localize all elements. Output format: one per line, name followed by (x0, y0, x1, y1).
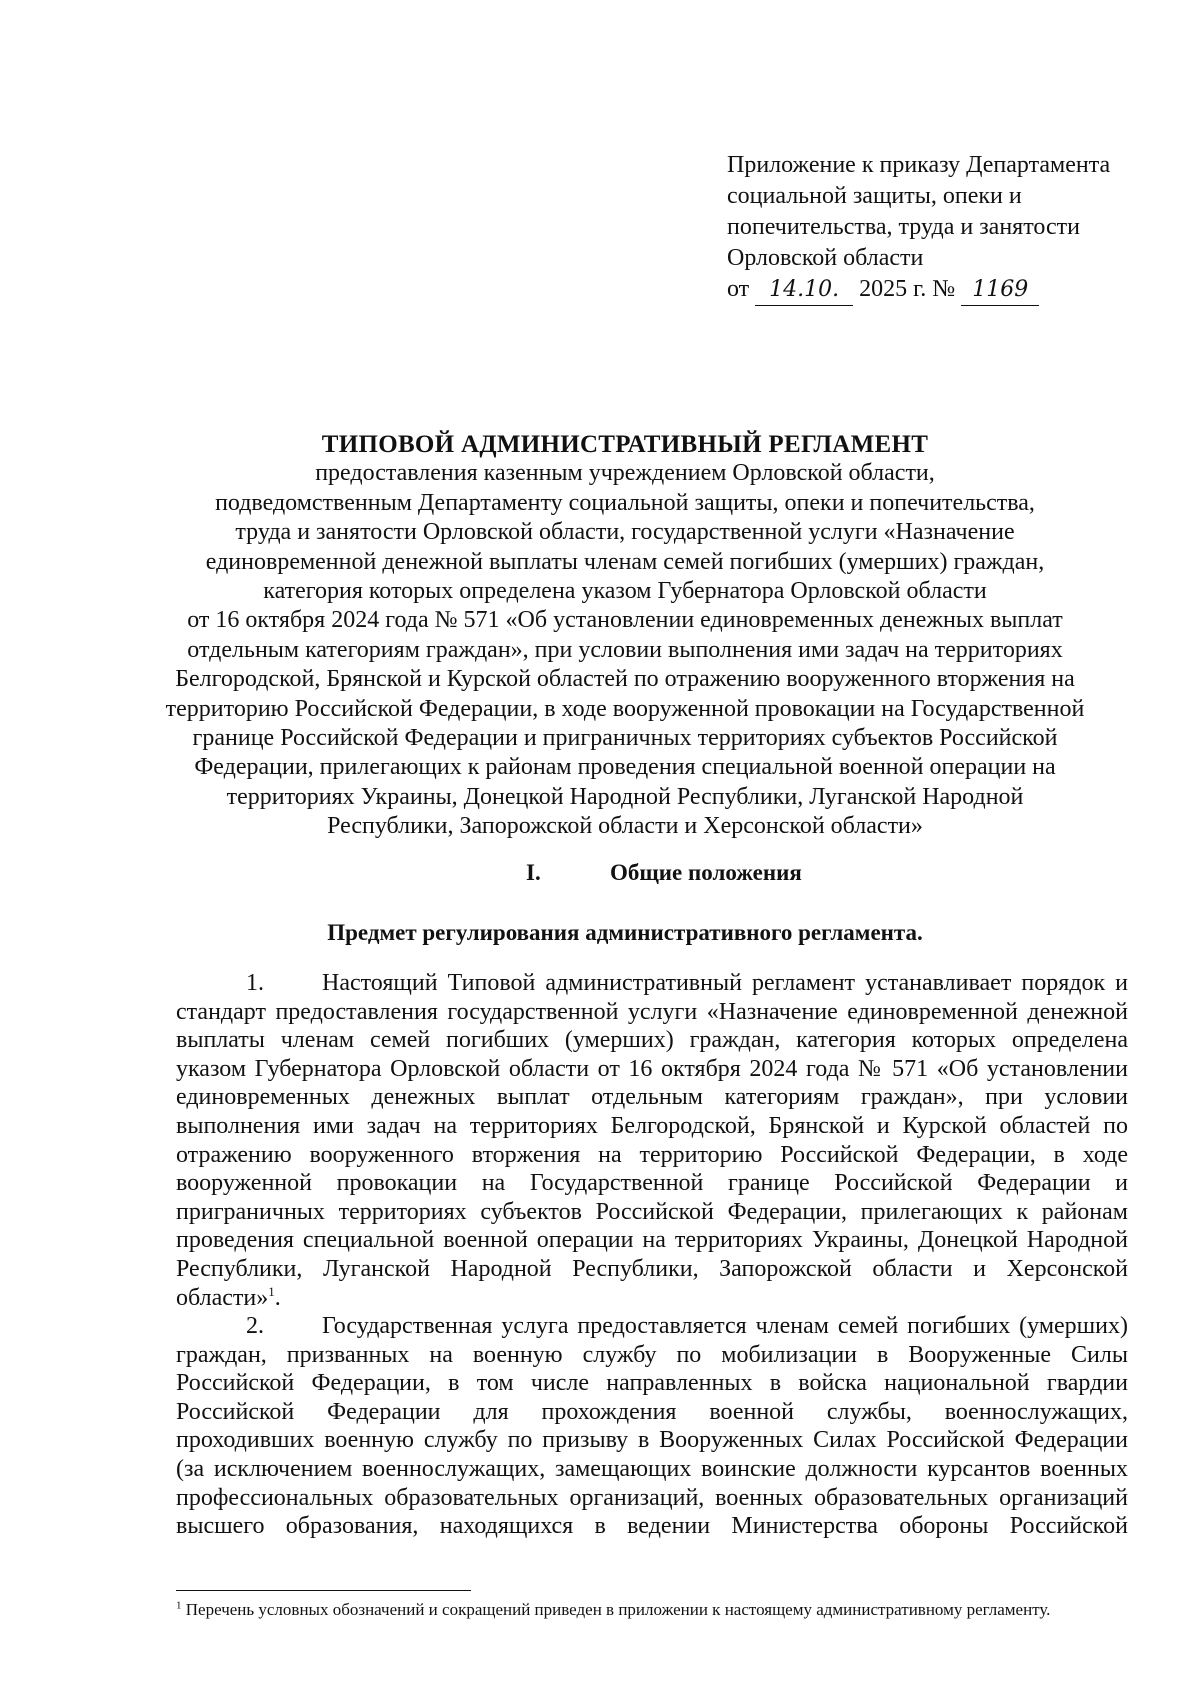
approval-line-1: Приложение к приказу Департамента (727, 152, 1111, 178)
title-line: единовременной денежной выплаты членам семей погибших (умерших) граждан, (205, 548, 1045, 575)
paragraph-line: вооруженной провокации на Государственной границе Российской Федерации и (176, 1170, 1128, 1197)
title-line: категория которых определена указом Губернатора Орловской области (263, 578, 987, 605)
footnote-text: Перечень условных обозначений и сокращений приведен в приложении к настоящему административному регламенту. (181, 1600, 1051, 1619)
title-line: труда и занятости Орловской области, государственной услуги «Назначение (235, 519, 1015, 546)
title-line: отдельным категориям граждан», при условии выполнения ими задач на территориях (187, 636, 1063, 663)
footnote-mark: 1 (176, 1599, 182, 1612)
paragraph-line: проходивших военную службу по призыву в Вооруженных Силах Российской Федерации (176, 1427, 1128, 1454)
paragraph-line: проведения специальной военной операции на территориях Украины, Донецкой Народной (176, 1227, 1128, 1254)
paragraph-line: Российской Федерации для прохождения военной службы, военнослужащих, (176, 1398, 1128, 1425)
paragraph-line: высшего образования, находящихся в ведении Министерства обороны Российской (176, 1513, 1128, 1540)
title-line: территорию Российской Федерации, в ходе вооруженной провокации на Государственной (165, 695, 1085, 722)
approval-line-4: Орловской области (727, 245, 924, 271)
paragraph-line: (за исключением военнослужащих, замещающих воинские должности курсантов военных (176, 1455, 1128, 1482)
section-number: I. (526, 860, 541, 885)
section-title: Общие положения (610, 860, 802, 885)
year-label: 2025 г. № (859, 276, 956, 302)
paragraph-line (176, 1284, 1128, 1313)
paragraph-line (176, 969, 1128, 998)
paragraph-number: 2. (246, 1313, 264, 1339)
title-line: предоставления казенным учреждением Орловской области, (315, 460, 935, 487)
paragraph-line: граждан, призванных на военную службу по мобилизации в Вооруженные Силы (176, 1341, 1128, 1368)
approval-line-2: социальной защиты, опеки и (727, 183, 1022, 209)
paragraph-line: единовременных денежных выплат отдельным категориям граждан», при условии (176, 1084, 1128, 1111)
paragraph-line-text: Настоящий Типовой административный регламент устанавливает порядок и (322, 970, 1128, 996)
date-prefix: от (727, 276, 750, 302)
title-line: от 16 октября 2024 года № 571 «Об установлении единовременных денежных выплат (187, 607, 1063, 634)
paragraph-line: выплаты членам семей погибших (умерших) граждан, категория которых определена (176, 1027, 1128, 1054)
paragraph-line: выполнения ими задач на территориях Белгородской, Брянской и Курской областей по (176, 1112, 1128, 1139)
paragraph-line: указом Губернатора Орловской области от 16 октября 2024 года № 571 «Об установлении (176, 1055, 1128, 1082)
title-line: Республики, Запорожской области и Херсонской области» (327, 813, 923, 840)
approval-line-3: попечительства, труда и занятости (727, 214, 1080, 240)
document-title: ТИПОВОЙ АДМИНИСТРАТИВНЫЙ РЕГЛАМЕНТ (321, 431, 929, 458)
footnote (176, 1598, 1128, 1622)
paragraph-2 (176, 1312, 1128, 1541)
paragraph-number: 1. (246, 970, 264, 996)
title-line: Федерации, прилегающих к районам проведения специальной военной операции на (194, 754, 1056, 781)
subsection-heading: Предмет регулирования административного регламента. (327, 920, 923, 945)
paragraph-line: Российской Федерации, в том числе направленных в войска национальной гвардии (176, 1370, 1128, 1397)
paragraph-line (176, 1312, 1128, 1341)
title-line: подведомственным Департаменту социальной защиты, опеки и попечительства, (215, 489, 1035, 516)
paragraph-line: приграничных территориях субъектов Российской Федерации, прилегающих к районам (176, 1198, 1128, 1225)
footnote-divider (176, 1590, 471, 1591)
approval-date-line (727, 274, 1127, 306)
title-line: Белгородской, Брянской и Курской областей по отражению вооруженного вторжения на (175, 666, 1075, 693)
paragraph-1 (176, 969, 1128, 1312)
document-title-block (150, 430, 1100, 842)
handwritten-date: 14.10. (755, 274, 853, 306)
title-line: территориях Украины, Донецкой Народной Республики, Луганской Народной (226, 783, 1024, 810)
paragraph-line: отражению вооруженного вторжения на территорию Российской Федерации, в ходе (176, 1141, 1128, 1168)
paragraph-line: Республики, Луганской Народной Республики, Запорожской области и Херсонской (176, 1255, 1128, 1282)
paragraph-line: стандарт предоставления государственной услуги «Назначение единовременной денежной (176, 998, 1128, 1025)
title-line: границе Российской Федерации и приграничных территориях субъектов Российской (192, 725, 1058, 752)
footnote-reference[interactable]: 1 (268, 1283, 275, 1299)
paragraph-line-text: Государственная услуга предоставляется членам семей погибших (умерших) (322, 1313, 1128, 1339)
paragraph-line: профессиональных образовательных организаций, военных образовательных организаций (176, 1484, 1128, 1511)
paragraph-line-text: области» (176, 1284, 269, 1311)
paragraph-end: . (274, 1284, 281, 1311)
handwritten-order-number: 1169 (961, 274, 1039, 306)
approval-stamp-block (727, 150, 1127, 306)
